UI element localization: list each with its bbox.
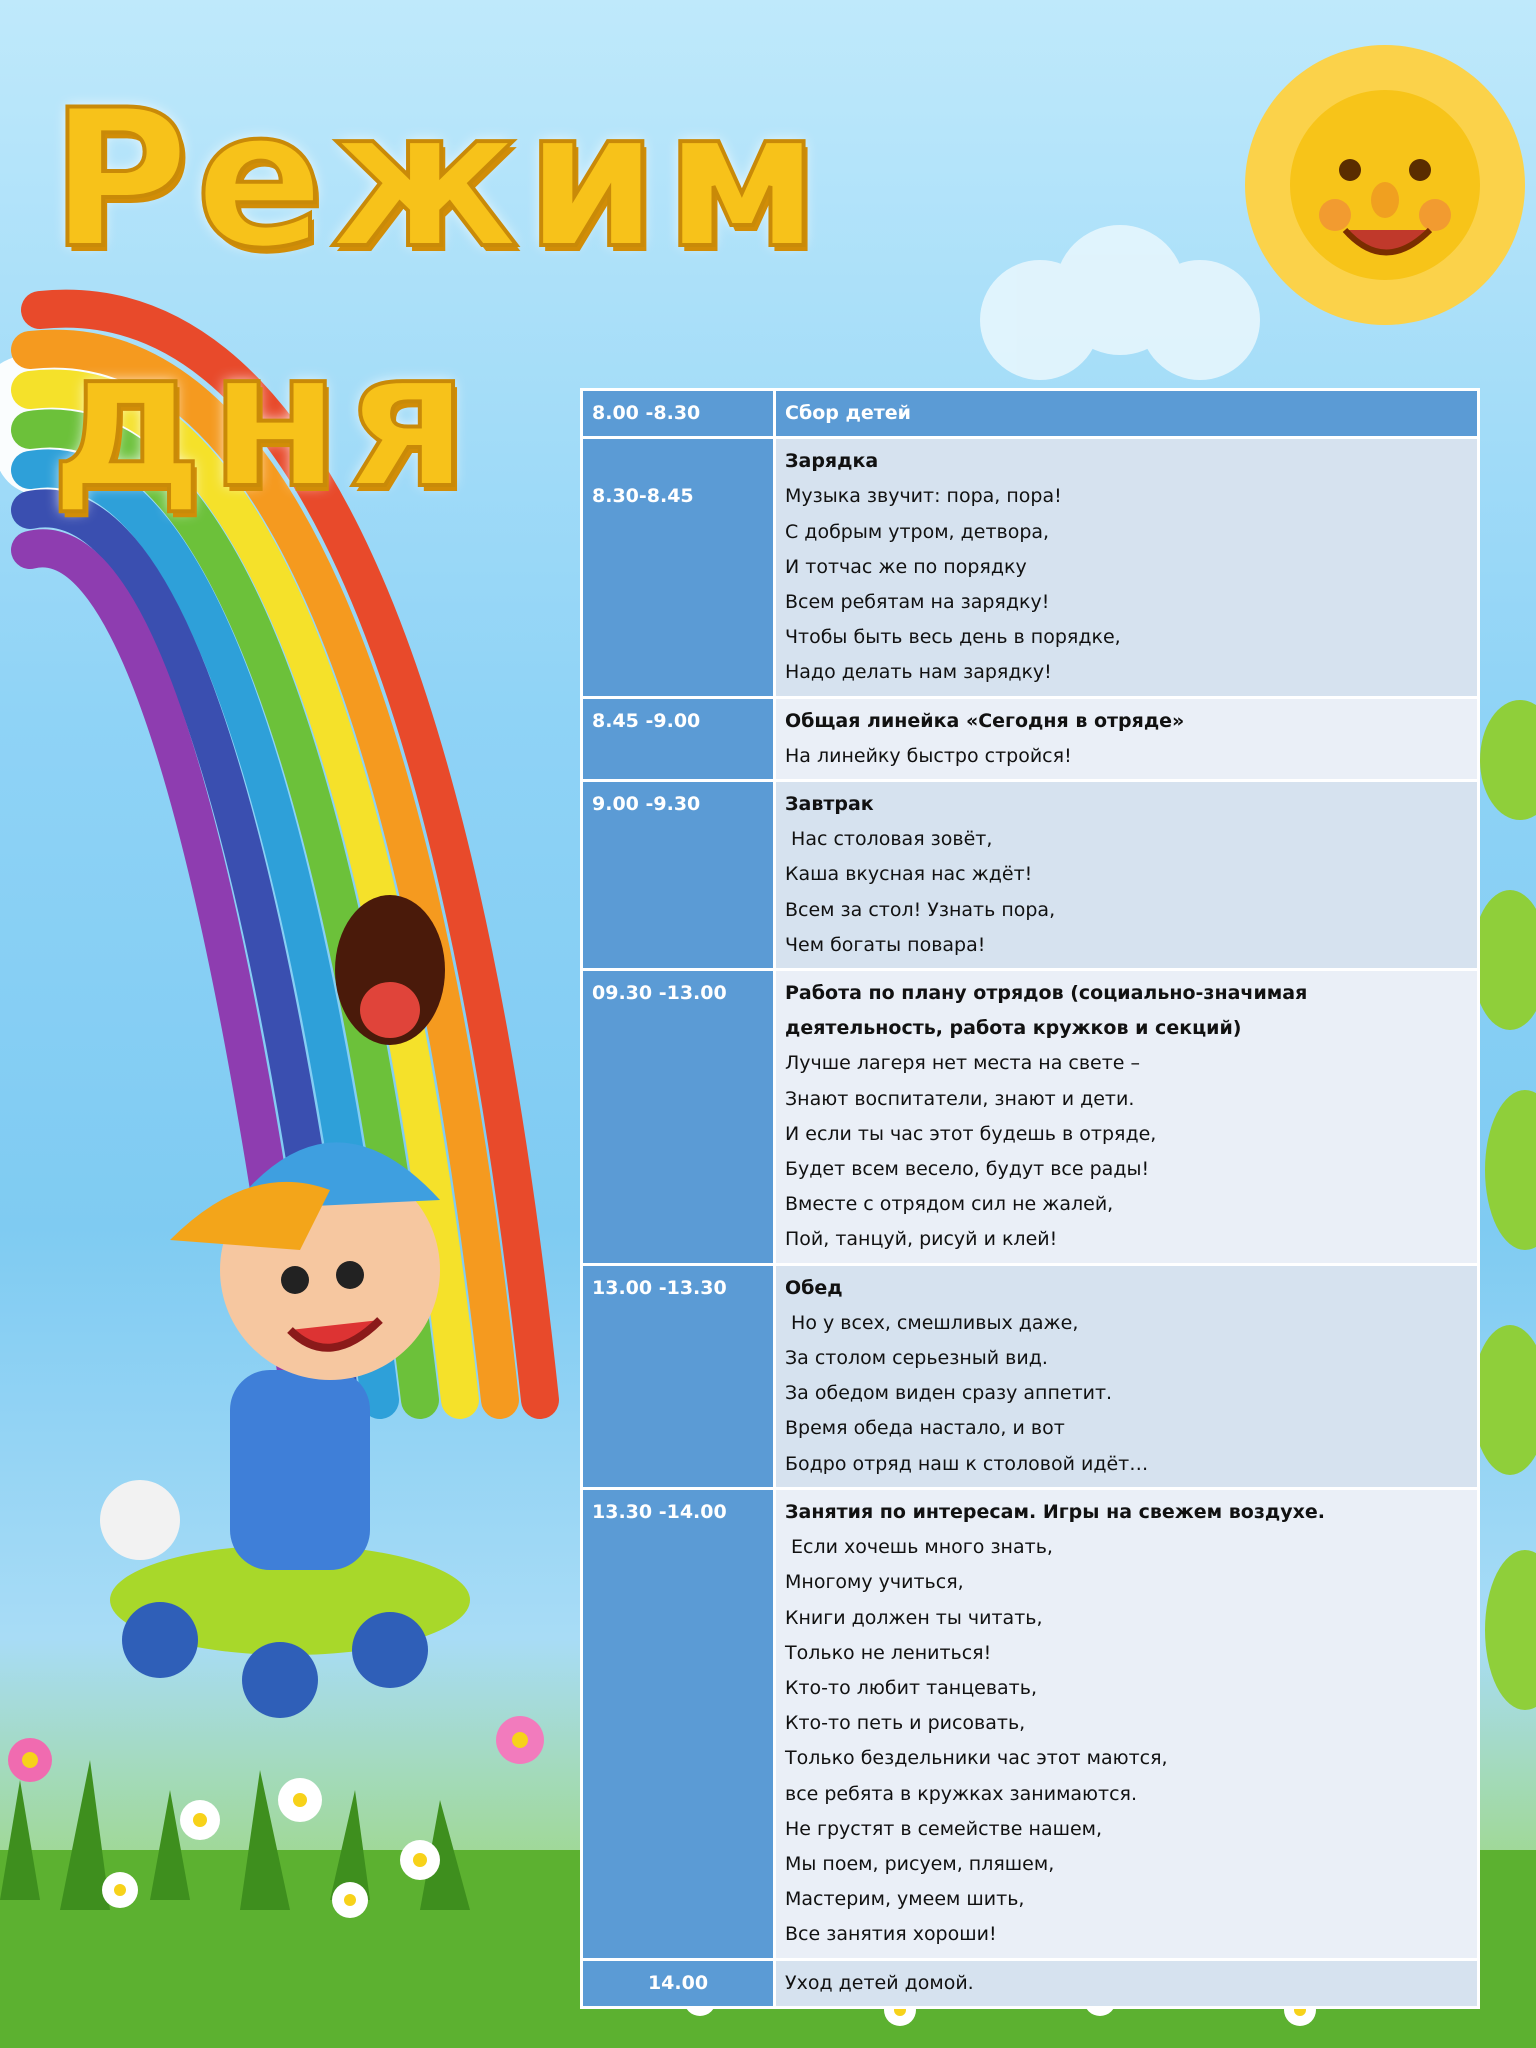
poem-line: И если ты час этот будешь в отряде, xyxy=(785,1122,1157,1145)
poem-line: Будет всем весело, будут все рады! xyxy=(785,1158,1150,1181)
poem-line: Многому учиться, xyxy=(785,1571,964,1594)
poem-line: Чем богаты повара! xyxy=(785,933,986,956)
poem-line: Пой, танцуй, рисуй и клей! xyxy=(785,1228,1058,1251)
poem-line: Знают воспитатели, знают и дети. xyxy=(785,1087,1135,1110)
poem-line: Вместе с отрядом сил не жалей, xyxy=(785,1193,1114,1216)
schedule-time xyxy=(582,438,775,697)
schedule-time xyxy=(582,390,775,438)
poem-line: Надо делать нам зарядку! xyxy=(785,661,1052,684)
poem-line: Лучше лагеря нет места на свете – xyxy=(785,1052,1141,1075)
poem-line: Мастерим, умеем шить, xyxy=(785,1888,1025,1911)
schedule-time xyxy=(582,1959,775,2007)
schedule-row xyxy=(582,781,1479,970)
time-text: 14.00 xyxy=(647,1971,709,1994)
poem-line: Время обеда настало, и вот xyxy=(785,1417,1065,1440)
poem-line: С добрым утром, детвора, xyxy=(785,520,1050,543)
activity-title: Работа по плану отрядов (социально-значимая xyxy=(785,982,1308,1005)
poem-line: Всем за стол! Узнать пора, xyxy=(785,898,1056,921)
activity-title: Занятия по интересам. Игры на свежем воздухе. xyxy=(785,1500,1325,1523)
schedule-activity xyxy=(775,697,1479,780)
poster-title: Режим дня xyxy=(50,69,826,530)
schedule-time xyxy=(582,697,775,780)
schedule-row xyxy=(582,1264,1479,1488)
poem-line: За столом серьезный вид. xyxy=(785,1347,1048,1370)
activity-title: Обед xyxy=(785,1276,843,1299)
boy-skateboard-illustration xyxy=(80,1040,500,1760)
schedule-table xyxy=(580,388,1480,2009)
poem-line: За обедом виден сразу аппетит. xyxy=(785,1382,1113,1405)
schedule-activity xyxy=(775,970,1479,1265)
schedule-row xyxy=(582,970,1479,1265)
time-text: 13.30 -14.00 xyxy=(592,1500,727,1523)
poem-line: Только бездельники час этот маются, xyxy=(785,1747,1168,1770)
activity-title: Общая линейка «Сегодня в отряде» xyxy=(785,709,1185,732)
poem-line: Музыка звучит: пора, пора! xyxy=(785,485,1062,508)
activity-title: Уход детей домой. xyxy=(785,1971,974,1994)
schedule-time xyxy=(582,781,775,970)
poem-line: Кто-то любит танцевать, xyxy=(785,1676,1037,1699)
sun-illustration xyxy=(1240,40,1530,330)
time-text: 9.00 -9.30 xyxy=(592,793,701,816)
schedule-activity xyxy=(775,1488,1479,1959)
schedule-activity xyxy=(775,781,1479,970)
schedule-row xyxy=(582,1488,1479,1959)
schedule-activity xyxy=(775,390,1479,438)
time-text: 09.30 -13.00 xyxy=(592,982,727,1005)
poem-line: И тотчас же по порядку xyxy=(785,555,1027,578)
poem-line: все ребята в кружках занимаются. xyxy=(785,1782,1138,1805)
poem-line: Если хочешь много знать, xyxy=(785,1536,1053,1559)
poem-line: На линейку быстро стройся! xyxy=(785,744,1072,767)
activity-title: Сбор детей xyxy=(785,402,911,424)
poem-line: Все занятия хороши! xyxy=(785,1923,997,1946)
poem-line: Только не лениться! xyxy=(785,1641,992,1664)
schedule-activity xyxy=(775,438,1479,697)
time-text: 8.30-8.45 xyxy=(592,485,694,508)
schedule-activity xyxy=(775,1959,1479,2007)
poem-line: Чтобы быть весь день в порядке, xyxy=(785,626,1121,649)
schedule-row xyxy=(582,438,1479,697)
schedule-time xyxy=(582,1264,775,1488)
schedule-activity xyxy=(775,1264,1479,1488)
poem-line: Книги должен ты читать, xyxy=(785,1606,1043,1629)
poem-line: Бодро отряд наш к столовой идёт… xyxy=(785,1452,1149,1475)
time-text: 13.00 -13.30 xyxy=(592,1276,727,1299)
schedule-row xyxy=(582,390,1479,438)
activity-title: Зарядка xyxy=(785,450,879,473)
poem-line: Не грустят в семействе нашем, xyxy=(785,1817,1103,1840)
poem-line: Всем ребятам на зарядку! xyxy=(785,591,1050,614)
time-text: 8.00 -8.30 xyxy=(592,402,701,424)
activity-title: Завтрак xyxy=(785,793,874,816)
schedule-row xyxy=(582,1959,1479,2007)
poem-line: Каша вкусная нас ждёт! xyxy=(785,863,1033,886)
poem-line: Кто-то петь и рисовать, xyxy=(785,1712,1026,1735)
schedule-time xyxy=(582,970,775,1265)
time-text: 8.45 -9.00 xyxy=(592,709,701,732)
schedule-time xyxy=(582,1488,775,1959)
poem-line: Нас столовая зовёт, xyxy=(785,828,993,851)
activity-title-continued: деятельность, работа кружков и секций) xyxy=(785,1017,1242,1040)
schedule-row xyxy=(582,697,1479,780)
poem-line: Мы поем, рисуем, пляшем, xyxy=(785,1852,1055,1875)
poem-line: Но у всех, смешливых даже, xyxy=(785,1311,1079,1334)
